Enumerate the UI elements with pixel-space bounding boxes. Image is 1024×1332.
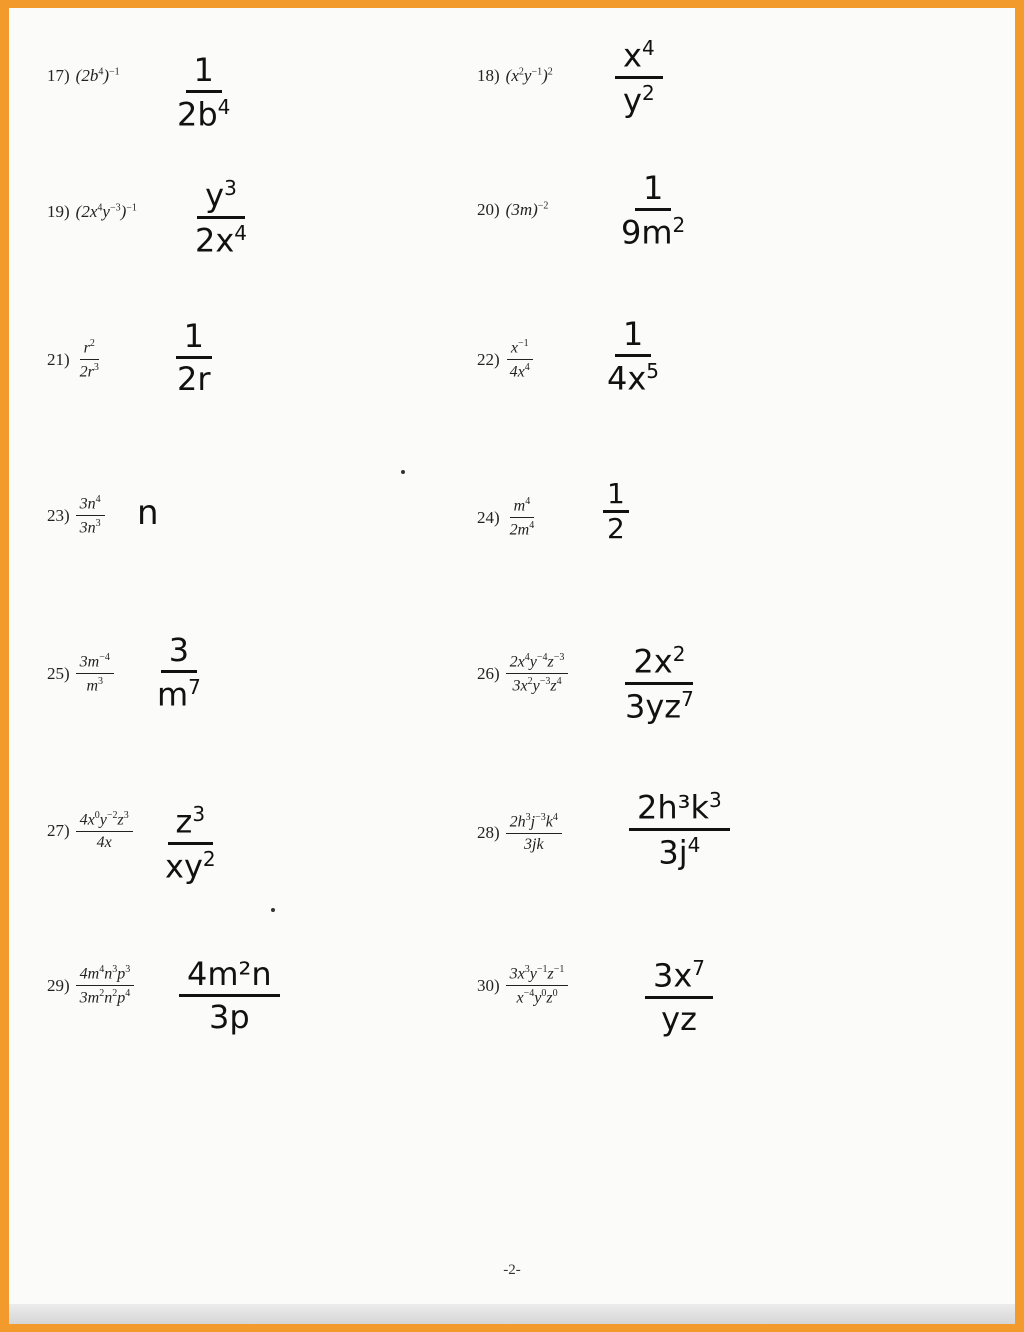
handwritten-answer-29: 4m²n 3p <box>179 958 280 1033</box>
handwritten-answer-22: 1 $4x^5$ <box>607 315 660 398</box>
problem-number: 18) <box>477 66 500 85</box>
problem-28 <box>477 812 562 854</box>
handwritten-answer-28: $2h^3k^3$ $3j^4$ <box>629 790 730 868</box>
problem-19 <box>47 202 137 222</box>
problem-25 <box>47 652 114 696</box>
handwritten-answer-18: $x^4$ $y^2$ <box>615 38 663 116</box>
problem-expression: $\frac{4m^4n^3p^3}{3m^2n^2p^4}$ <box>76 964 135 1008</box>
problem-number: 23) <box>47 505 70 525</box>
page-number: -2- <box>503 1262 521 1278</box>
problem-expression: $\frac{m^4}{2m^4}$ <box>509 496 535 539</box>
problem-expression: $(2b^4)^{-1}$ <box>75 66 120 85</box>
problem-27 <box>47 810 133 852</box>
problem-26 <box>477 652 568 696</box>
problem-number: 27) <box>47 821 70 841</box>
problem-number: 29) <box>47 975 70 995</box>
handwritten-answer-26: $2x^2$ $3yz^7$ <box>625 642 694 726</box>
problem-expression: $\frac{3x^3y^{-1}z^{-1}}{x^{-4}y^0z^0}$ <box>506 964 569 1008</box>
problem-expression: $\frac{2x^4y^{-4}z^{-3}}{3x^2y^{-3}z^4}$ <box>506 652 569 696</box>
problem-20 <box>477 200 548 220</box>
handwritten-answer-19: $y^3$ $2x^4$ <box>195 176 248 260</box>
problem-23 <box>47 494 105 538</box>
problem-expression: $(x^2y^{-1})^2$ <box>505 66 553 85</box>
handwritten-answer-30: $3x^7$ yz <box>645 958 713 1035</box>
handwritten-answer-27: $z^3$ $xy^2$ <box>165 802 216 886</box>
problem-30 <box>477 964 568 1008</box>
problem-18 <box>477 66 553 86</box>
problem-expression: $\frac{3m^{-4}}{m^3}$ <box>76 652 114 696</box>
problem-expression: $(2x^4y^{-3})^{-1}$ <box>75 202 137 221</box>
problem-29 <box>47 964 134 1008</box>
problem-number: 19) <box>47 202 70 221</box>
problem-number: 17) <box>47 66 70 85</box>
problem-expression: $\frac{2h^3j^{-3}k^4}{3jk}$ <box>506 812 562 854</box>
worksheet-page <box>9 8 1015 1324</box>
handwritten-answer-21: 1 2r <box>177 317 211 398</box>
problem-number: 20) <box>477 200 500 219</box>
problem-number: 24) <box>477 507 500 527</box>
problem-expression: $\frac{3n^4}{3n^3}$ <box>76 494 105 538</box>
problem-22 <box>477 338 534 382</box>
problem-number: 26) <box>477 663 500 683</box>
scan-speck <box>271 908 275 912</box>
problem-number: 21) <box>47 349 70 369</box>
problem-expression: $\frac{r^2}{2r^3}$ <box>79 338 99 381</box>
handwritten-answer-24: 1 2 <box>603 480 629 543</box>
problem-expression: $\frac{x^{-1}}{4x^4}$ <box>506 338 534 382</box>
scan-speck <box>401 470 405 474</box>
handwritten-answer-23: n <box>137 493 159 533</box>
scan-edge <box>9 1304 1015 1324</box>
handwritten-answer-17: 1 $2b^4$ <box>177 51 231 134</box>
handwritten-answer-20: 1 $9m^2$ <box>621 169 686 252</box>
problem-number: 30) <box>477 975 500 995</box>
problem-21 <box>47 338 103 382</box>
handwritten-answer-25: 3 $m^7$ <box>157 631 201 714</box>
problem-24 <box>477 496 538 540</box>
problem-number: 28) <box>477 823 500 843</box>
problem-expression: $(3m)^{-2}$ <box>505 200 549 219</box>
problem-number: 22) <box>477 349 500 369</box>
problem-expression: $\frac{4x^0y^{-2}z^3}{4x}$ <box>76 810 133 852</box>
problem-number: 25) <box>47 663 70 683</box>
problem-17 <box>47 66 120 86</box>
